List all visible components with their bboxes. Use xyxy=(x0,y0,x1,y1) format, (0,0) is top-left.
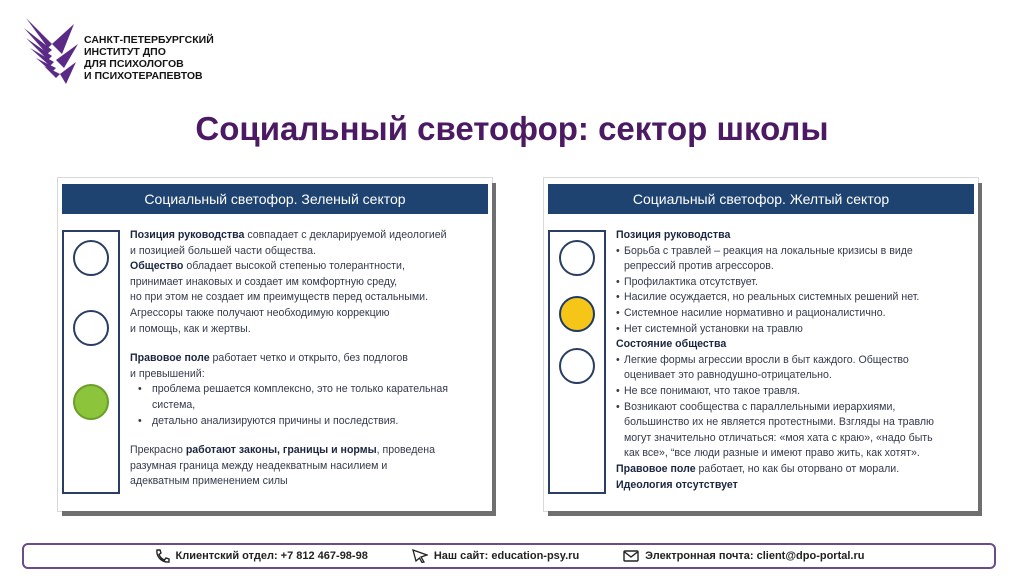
text-bold: Общество xyxy=(130,260,184,273)
list-item: • детально анализируются причины и последствия. xyxy=(130,414,488,430)
text-line: обладает высокой степенью толерантности, xyxy=(183,260,405,273)
text-line: Агрессоры также получают необходимую коррекцию xyxy=(130,306,390,319)
list-item: • Насилие осуждается, но реальных системных решений нет. xyxy=(616,290,974,306)
text-line: но при этом не создает им преимуществ перед остальными. xyxy=(130,291,429,304)
list-item: • Не все понимают, что такое травля. xyxy=(616,384,974,400)
lamp-off-icon xyxy=(559,240,595,276)
text-line: могут значительно отличаться: «моя хата с краю», «надо быть xyxy=(624,431,933,444)
page-title: Социальный светофор: сектор школы xyxy=(195,110,829,147)
logo-line: САНКТ-ПЕТЕРБУРГСКИЙ xyxy=(84,34,214,46)
yellow-sector-card xyxy=(544,178,978,511)
bullet-list xyxy=(130,382,488,429)
phone-icon xyxy=(154,549,170,563)
text-line: большинство их не является протестными. Взгляды на травлю xyxy=(624,416,934,429)
phone-text: Клиентский отдел: +7 812 467-98-98 xyxy=(175,550,368,562)
card-header: Социальный светофор. Зеленый сектор xyxy=(62,184,488,214)
text-line: Возникают сообщества с параллельными иерархиями, xyxy=(624,400,896,413)
phone-contact[interactable] xyxy=(154,549,368,563)
institute-logo xyxy=(22,14,222,86)
lamp-yellow-icon xyxy=(559,296,595,332)
card-text xyxy=(616,228,974,493)
list-item: • Системное насилие нормативно и рационалистично. xyxy=(616,306,974,322)
text-line: система, xyxy=(152,398,196,411)
section-heading: Состояние общества xyxy=(616,338,727,351)
traffic-light xyxy=(62,230,120,494)
list-item: • Профилактика отсутствует. xyxy=(616,275,974,291)
list-item xyxy=(616,353,974,384)
card-text xyxy=(130,228,488,490)
green-sector-card xyxy=(58,178,492,511)
website-link[interactable] xyxy=(412,549,579,563)
text-bold: Идеология отсутствует xyxy=(616,478,738,491)
section-heading: Позиция руководства xyxy=(616,229,731,241)
text-line: проблема решается комплексно, это не только карательная xyxy=(152,383,449,396)
text-line: работает четко и открыто, без подлогов xyxy=(209,352,408,365)
text-line: как все», “все люди разные и имеют право жить, как хотят». xyxy=(624,447,920,460)
text-bold: работают законы, границы и нормы xyxy=(185,444,377,457)
text-line: и позицией большей части общества. xyxy=(130,244,316,257)
contact-footer xyxy=(22,543,996,569)
list-item xyxy=(616,400,974,462)
lamp-off-icon xyxy=(559,348,595,384)
text-line: оценивает это равнодушно-отрицательно. xyxy=(624,369,832,382)
text-bold: Позиция руководства xyxy=(130,229,245,241)
text-bold: Правовое поле xyxy=(130,352,210,365)
email-text: Электронная почта: client@dpo-portal.ru xyxy=(645,550,865,562)
envelope-icon xyxy=(623,549,639,563)
bullet-list xyxy=(616,353,974,462)
text-line: разумная граница между неадекватным насилием и xyxy=(130,459,388,472)
text-line: и помощь, как и жертвы. xyxy=(130,322,251,335)
text-line: Прекрасно xyxy=(130,444,186,457)
list-item: • Нет системной установки на травлю xyxy=(616,322,974,338)
card-header: Социальный светофор. Желтый сектор xyxy=(548,184,974,214)
email-contact[interactable] xyxy=(623,549,864,563)
text-line: , проведена xyxy=(376,444,436,457)
text-bold: Правовое поле xyxy=(616,462,696,475)
text-line: совпадает с декларируемой идеологией xyxy=(244,229,447,241)
logo-line: ДЛЯ ПСИХОЛОГОВ xyxy=(84,58,184,70)
lamp-off-icon xyxy=(73,310,109,346)
bullet-list xyxy=(616,244,974,338)
logo-text xyxy=(84,34,214,82)
text-line: принимает инаковых и создает им комфортную среду, xyxy=(130,275,398,288)
logo-line: ИНСТИТУТ ДПО xyxy=(84,46,166,58)
text-line: репрессий против агрессоров. xyxy=(624,260,774,273)
website-text: Наш сайт: education-psy.ru xyxy=(433,550,580,562)
list-item xyxy=(616,244,974,275)
traffic-light xyxy=(548,230,606,494)
list-item xyxy=(130,382,488,413)
text-line: адекватным применением силы xyxy=(130,475,288,488)
lamp-green-icon xyxy=(73,384,109,420)
cursor-icon xyxy=(412,549,428,563)
text-line: Легкие формы агрессии вросли в быт каждого. Общество xyxy=(624,353,909,366)
wing-logo-icon xyxy=(22,14,80,86)
text-line: Борьба с травлей – реакция на локальные кризисы в виде xyxy=(624,244,913,257)
logo-line: И ПСИХОТЕРАПЕВТОВ xyxy=(84,70,203,82)
text-line: работает, но как бы оторвано от морали. xyxy=(695,462,900,475)
text-line: и превышений: xyxy=(130,367,205,380)
lamp-off-icon xyxy=(73,240,109,276)
